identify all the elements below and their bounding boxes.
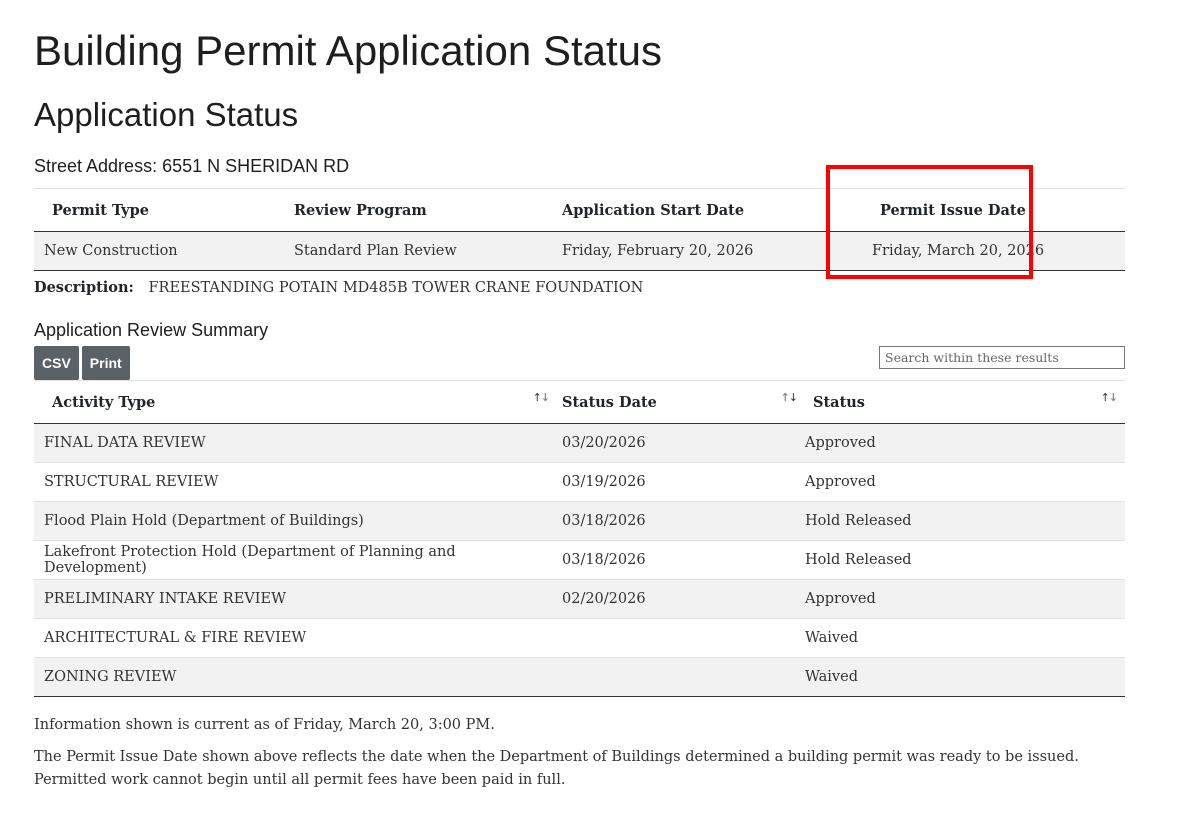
status-date-cell: 03/18/2026 (557, 541, 805, 580)
review-program-header: Review Program (294, 189, 562, 232)
issue-date-header: Permit Issue Date (871, 189, 1125, 232)
sort-icon: ↑↓ (532, 391, 549, 404)
status-cell: Hold Released (805, 502, 1125, 541)
activity-type-cell: ARCHITECTURAL & FIRE REVIEW (34, 619, 557, 658)
status-cell: Approved (805, 463, 1125, 502)
activity-type-cell: PRELIMINARY INTAKE REVIEW (34, 580, 557, 619)
table-row (34, 619, 1125, 658)
activity-type-cell: FINAL DATA REVIEW (34, 424, 557, 463)
table-row (34, 658, 1125, 697)
status-cell: Approved (805, 424, 1125, 463)
status-date-header[interactable] (557, 381, 805, 424)
issue-date-note: The Permit Issue Date shown above reflects the date when the Department of Buildings determined a building permit was ready to be issued. Permitted work cannot begin until all permit fees have been paid in full. (34, 749, 1079, 788)
issue-date-cell: Friday, March 20, 2026 (871, 232, 1125, 271)
permit-type-cell: New Construction (34, 232, 294, 271)
export-buttons (34, 346, 130, 380)
review-table (34, 380, 1125, 697)
activity-type-cell: ZONING REVIEW (34, 658, 557, 697)
activity-type-cell: STRUCTURAL REVIEW (34, 463, 557, 502)
status-date-cell: 03/18/2026 (557, 502, 805, 541)
permit-header-row (34, 189, 1125, 232)
activity-type-header-label: Activity Type (52, 393, 156, 411)
csv-button[interactable]: CSV (34, 346, 79, 380)
table-row (34, 580, 1125, 619)
activity-type-cell: Flood Plain Hold (Department of Buildings) (34, 502, 557, 541)
sort-icon: ↑↓ (1100, 391, 1117, 404)
status-header-label: Status (813, 393, 865, 411)
section-title: Application Status (34, 96, 299, 133)
table-row (34, 424, 1125, 463)
review-summary-title: Application Review Summary (34, 320, 269, 340)
status-date-header-label: Status Date (562, 393, 657, 411)
status-cell: Hold Released (805, 541, 1125, 580)
status-cell: Waived (805, 619, 1125, 658)
status-cell: Approved (805, 580, 1125, 619)
street-address: Street Address: 6551 N SHERIDAN RD (34, 156, 350, 176)
table-row (34, 463, 1125, 502)
permit-table (34, 188, 1125, 271)
activity-type-header[interactable] (34, 381, 557, 424)
status-date-cell: 03/19/2026 (557, 463, 805, 502)
current-as-of-note: Information shown is current as of Friday, March 20, 3:00 PM. (34, 717, 495, 733)
review-header-row (34, 381, 1125, 424)
permit-type-header: Permit Type (34, 189, 294, 232)
start-date-cell: Friday, February 20, 2026 (562, 232, 871, 271)
description (34, 279, 643, 296)
search-input[interactable] (879, 346, 1125, 369)
sort-icon: ↑↓ (780, 391, 797, 404)
permit-row (34, 232, 1125, 271)
status-header[interactable] (805, 381, 1125, 424)
status-cell: Waived (805, 658, 1125, 697)
start-date-header: Application Start Date (562, 189, 871, 232)
page-title: Building Permit Application Status (34, 27, 663, 74)
status-date-cell: 02/20/2026 (557, 580, 805, 619)
description-value: FREESTANDING POTAIN MD485B TOWER CRANE FOUNDATION (148, 280, 644, 296)
table-row (34, 502, 1125, 541)
status-date-cell (557, 658, 805, 697)
activity-type-cell: Lakefront Protection Hold (Department of Planning and Development) (34, 541, 557, 580)
status-date-cell (557, 619, 805, 658)
review-program-cell: Standard Plan Review (294, 232, 562, 271)
status-date-cell: 03/20/2026 (557, 424, 805, 463)
print-button[interactable]: Print (82, 346, 130, 380)
description-label: Description: (34, 279, 134, 296)
table-row (34, 541, 1125, 580)
